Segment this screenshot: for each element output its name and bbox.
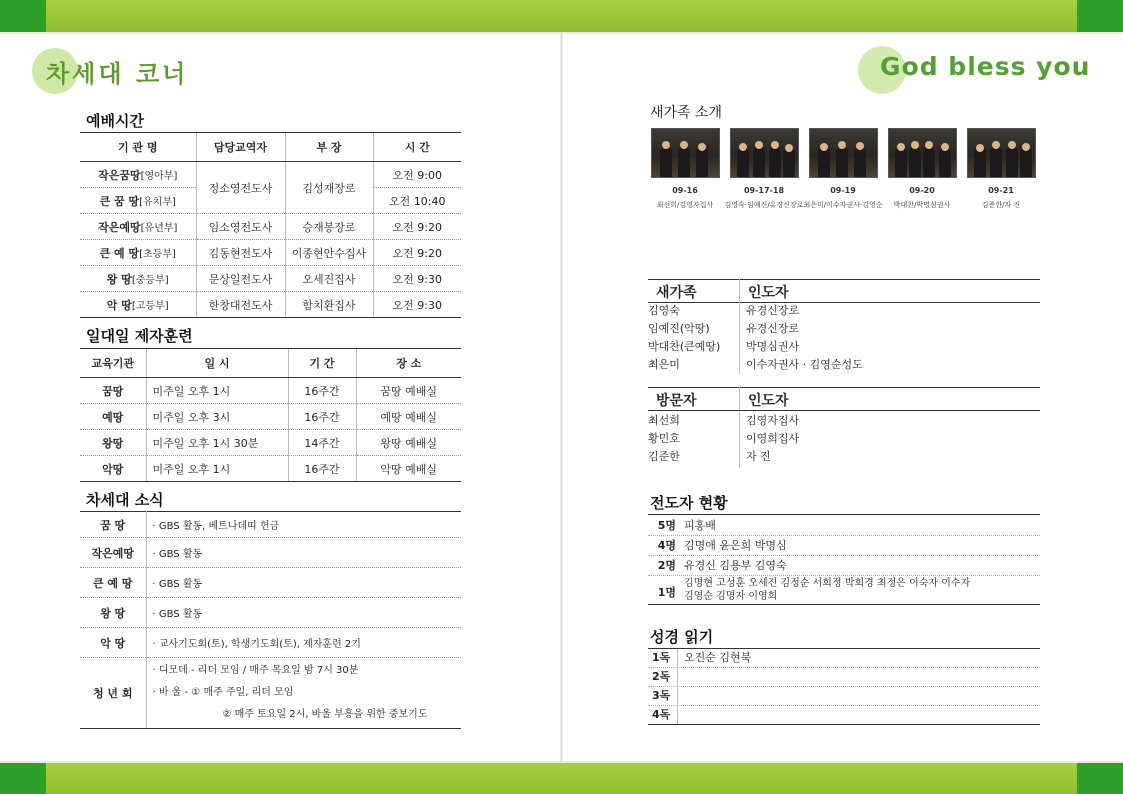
member-name: 김영숙 bbox=[648, 304, 680, 317]
list-item bbox=[648, 412, 1040, 430]
news-text: · GBS 활동 bbox=[146, 538, 461, 568]
list-item bbox=[648, 320, 1040, 338]
news-text: · GBS 활동, 베트나데띠 헌금 bbox=[146, 512, 461, 538]
org-name: 작은예땅 bbox=[98, 220, 141, 234]
photo-date: 09-19 bbox=[830, 186, 856, 195]
org-name: 작은꿈땅 bbox=[98, 168, 141, 182]
reading-count: 1독 bbox=[652, 651, 671, 664]
org-cell: 청 년 회 bbox=[80, 658, 146, 729]
org-name: 큰 꿈 땅 bbox=[99, 194, 140, 208]
reading-count: 2독 bbox=[652, 670, 671, 683]
list-item bbox=[648, 302, 1040, 320]
list-item bbox=[648, 536, 1040, 556]
youth-line-3: ② 매주 토요일 2시, 바울 부흥을 위한 중보기도 bbox=[222, 709, 428, 720]
period-cell: 14주간 bbox=[288, 430, 356, 456]
evangelist-names: 유경신 김용부 김영숙 bbox=[684, 559, 787, 572]
list-item bbox=[648, 576, 1040, 605]
youth-line-2: · 바 울 - ① 매주 주일, 리더 모임 bbox=[152, 687, 294, 698]
discipleship-header-org: 교육기관 bbox=[80, 349, 146, 378]
head-cell: 오세진집사 bbox=[285, 266, 373, 292]
evangelist-names: 김명현 고성훈 오세진 김정순 서희정 박희경 최정은 이숙자 이수자 bbox=[684, 578, 971, 589]
table-row bbox=[80, 568, 461, 598]
worship-section-title: 예배시간 bbox=[86, 112, 144, 130]
bottom-banner bbox=[0, 763, 1123, 794]
guide-name: 김영자집사 bbox=[746, 414, 800, 427]
time-cell: 오전 9:30 bbox=[373, 292, 461, 318]
member-name: 박대찬(큰예땅) bbox=[648, 340, 721, 353]
guide-name: 박명심권사 bbox=[746, 340, 800, 353]
visitors-header-divider bbox=[739, 387, 740, 410]
new-family-header bbox=[648, 279, 1040, 303]
discipleship-table bbox=[80, 348, 461, 482]
time-cell: 오전 9:00 bbox=[373, 162, 461, 188]
news-table bbox=[80, 511, 461, 729]
photo-date: 09-16 bbox=[672, 186, 698, 195]
when-cell: 미주일 오후 1시 30분 bbox=[146, 430, 288, 456]
list-item bbox=[648, 448, 1040, 466]
discipleship-header-period: 기 간 bbox=[288, 349, 356, 378]
table-row bbox=[80, 266, 461, 292]
visitor-name: 김준한 bbox=[648, 450, 680, 463]
pastor-cell: 정소영전도사 bbox=[196, 162, 285, 214]
column-divider bbox=[677, 649, 678, 667]
bottom-banner-fill bbox=[46, 763, 1077, 794]
list-item bbox=[648, 356, 1040, 374]
place-cell: 악땅 예배실 bbox=[356, 456, 461, 482]
pastor-cell: 김동현전도사 bbox=[196, 240, 285, 266]
new-family-list bbox=[648, 302, 1040, 374]
time-cell: 오전 9:30 bbox=[373, 266, 461, 292]
table-row bbox=[80, 658, 461, 729]
when-cell: 미주일 오후 1시 bbox=[146, 378, 288, 404]
news-text: · GBS 활동 bbox=[146, 568, 461, 598]
bible-section-title: 성경 읽기 bbox=[650, 628, 714, 646]
list-item bbox=[648, 706, 1040, 725]
org-dept: [유치부] bbox=[139, 196, 176, 208]
member-name: 임예진(악땅) bbox=[648, 322, 710, 335]
list-item bbox=[648, 430, 1040, 448]
discipleship-section-title: 일대일 제자훈련 bbox=[86, 327, 193, 345]
photo-date: 09-21 bbox=[988, 186, 1014, 195]
place-cell: 꿈땅 예배실 bbox=[356, 378, 461, 404]
new-family-photo bbox=[967, 128, 1036, 178]
guide-name: 이영희집사 bbox=[746, 432, 800, 445]
table-row bbox=[80, 404, 461, 430]
evangelist-count: 5명 bbox=[657, 519, 676, 532]
table-row bbox=[80, 240, 461, 266]
evangelism-section-title: 전도자 현황 bbox=[650, 494, 728, 512]
guide-name: 이수자권사 · 김영순성도 bbox=[746, 358, 863, 371]
left-page-title: 차세대 코너 bbox=[46, 60, 189, 88]
new-family-header-divider bbox=[739, 279, 740, 302]
place-cell: 왕땅 예배실 bbox=[356, 430, 461, 456]
worship-table bbox=[80, 132, 461, 318]
page-fold-divider bbox=[560, 32, 563, 763]
org-cell: 악 땅 bbox=[80, 628, 146, 658]
org-name: 왕 땅 bbox=[106, 272, 132, 286]
discipleship-header-place: 장 소 bbox=[356, 349, 461, 378]
worship-header-pastor: 담당교역자 bbox=[196, 133, 285, 162]
evangelism-top-rule bbox=[648, 514, 1040, 515]
photo-caption: 김준한/자 진 bbox=[981, 201, 1021, 209]
when-cell: 미주일 오후 1시 bbox=[146, 456, 288, 482]
top-banner-fill bbox=[46, 0, 1077, 32]
bottom-right-corner-block bbox=[1077, 763, 1123, 794]
time-cell: 오전 10:40 bbox=[373, 188, 461, 214]
new-family-photo bbox=[651, 128, 720, 178]
org-cell: 악땅 bbox=[80, 456, 146, 482]
org-dept: [고등부] bbox=[131, 300, 169, 312]
table-row bbox=[80, 292, 461, 318]
list-item bbox=[648, 668, 1040, 687]
guide-name: 유경신장로 bbox=[746, 304, 800, 317]
visitors-col-name: 방문자 bbox=[656, 393, 697, 409]
org-cell: 큰 예 땅 bbox=[80, 568, 146, 598]
top-banner bbox=[0, 0, 1123, 32]
reader-names: 오진순 김현북 bbox=[684, 651, 752, 664]
photo-caption: 박대찬/박명심권사 bbox=[893, 201, 951, 209]
top-left-corner-block bbox=[0, 0, 46, 32]
column-divider bbox=[677, 687, 678, 705]
new-family-intro-title: 새가족 소개 bbox=[650, 105, 723, 121]
worship-table-header bbox=[80, 133, 461, 162]
time-cell: 오전 9:20 bbox=[373, 240, 461, 266]
org-cell: 꿈 땅 bbox=[80, 512, 146, 538]
evangelist-count: 2명 bbox=[657, 559, 676, 572]
bible-list bbox=[648, 649, 1040, 725]
list-item bbox=[648, 556, 1040, 576]
evangelist-names-cont: 김영순 김명자 이영희 bbox=[684, 591, 778, 602]
top-right-corner-block bbox=[1077, 0, 1123, 32]
evangelist-count: 4명 bbox=[657, 539, 676, 552]
head-cell: 김성재장로 bbox=[285, 162, 373, 214]
new-family-photo bbox=[730, 128, 799, 178]
new-family-photo bbox=[809, 128, 878, 178]
when-cell: 미주일 오후 3시 bbox=[146, 404, 288, 430]
table-row bbox=[80, 214, 461, 240]
visitors-col-guide: 인도자 bbox=[748, 393, 789, 409]
table-row bbox=[80, 628, 461, 658]
head-cell: 함치환집사 bbox=[285, 292, 373, 318]
evangelism-list bbox=[648, 516, 1040, 605]
org-cell: 꿈땅 bbox=[80, 378, 146, 404]
guide-name: 자 진 bbox=[746, 450, 771, 463]
list-item bbox=[648, 687, 1040, 706]
new-family-photo bbox=[888, 128, 957, 178]
period-cell: 16주간 bbox=[288, 378, 356, 404]
news-text: · 교사기도회(토), 학생기도회(토), 제자훈련 2기 bbox=[146, 628, 461, 658]
list-item bbox=[648, 649, 1040, 668]
youth-line-1: · 디모데 - 리더 모임 / 매주 목요일 밤 7시 30분 bbox=[152, 665, 359, 676]
reading-count: 4독 bbox=[652, 708, 671, 721]
column-divider bbox=[677, 668, 678, 686]
right-page-title: God bless you bbox=[880, 52, 1091, 81]
place-cell: 예땅 예배실 bbox=[356, 404, 461, 430]
table-row bbox=[80, 430, 461, 456]
org-cell: 왕땅 bbox=[80, 430, 146, 456]
new-family-col-name: 새가족 bbox=[656, 285, 697, 301]
worship-header-org: 기 관 명 bbox=[80, 133, 196, 162]
table-row bbox=[80, 512, 461, 538]
visitor-name: 황민호 bbox=[648, 432, 680, 445]
org-dept: [중등부] bbox=[131, 274, 169, 286]
photo-caption: 김영숙·임예진/유경신장로 bbox=[724, 201, 804, 209]
table-row bbox=[80, 162, 461, 188]
guide-name: 유경신장로 bbox=[746, 322, 800, 335]
discipleship-table-header bbox=[80, 349, 461, 378]
photo-caption: 최선희/김영자집사 bbox=[656, 201, 714, 209]
new-family-col-guide: 인도자 bbox=[748, 285, 789, 301]
bottom-left-corner-block bbox=[0, 763, 46, 794]
photo-caption: 최은미/이수자권사·김영순 bbox=[803, 201, 883, 209]
visitors-header bbox=[648, 387, 1040, 411]
photo-date: 09-20 bbox=[909, 186, 935, 195]
worship-header-head: 부 장 bbox=[285, 133, 373, 162]
pastor-cell: 한창대전도사 bbox=[196, 292, 285, 318]
evangelist-count: 1명 bbox=[657, 586, 676, 599]
list-item bbox=[648, 516, 1040, 536]
evangelist-names: 피홍배 bbox=[684, 519, 716, 532]
org-dept: [유년부] bbox=[140, 222, 178, 234]
worship-header-time: 시 간 bbox=[373, 133, 461, 162]
period-cell: 16주간 bbox=[288, 456, 356, 482]
reading-count: 3독 bbox=[652, 689, 671, 702]
visitor-name: 최선희 bbox=[648, 414, 680, 427]
list-item bbox=[648, 338, 1040, 356]
pastor-cell: 문상일전도사 bbox=[196, 266, 285, 292]
org-cell: 예땅 bbox=[80, 404, 146, 430]
visitors-list bbox=[648, 412, 1040, 466]
member-name: 최은미 bbox=[648, 358, 680, 371]
news-text: · GBS 활동 bbox=[146, 598, 461, 628]
photo-date: 09-17-18 bbox=[743, 186, 785, 195]
head-cell: 승재봉장로 bbox=[285, 214, 373, 240]
pastor-cell: 임소영전도사 bbox=[196, 214, 285, 240]
time-cell: 오전 9:20 bbox=[373, 214, 461, 240]
table-row bbox=[80, 598, 461, 628]
org-dept: [영아부] bbox=[140, 170, 178, 182]
org-name: 악 땅 bbox=[106, 298, 132, 312]
org-name: 큰 예 땅 bbox=[99, 246, 140, 260]
evangelist-names: 김명애 윤은희 박명심 bbox=[684, 539, 787, 552]
column-divider bbox=[677, 706, 678, 724]
discipleship-header-when: 일 시 bbox=[146, 349, 288, 378]
org-dept: [초등부] bbox=[139, 248, 176, 260]
table-row bbox=[80, 378, 461, 404]
org-cell: 왕 땅 bbox=[80, 598, 146, 628]
table-row bbox=[80, 538, 461, 568]
period-cell: 16주간 bbox=[288, 404, 356, 430]
table-row bbox=[80, 456, 461, 482]
news-section-title: 차세대 소식 bbox=[86, 491, 164, 509]
head-cell: 이종현안수집사 bbox=[285, 240, 373, 266]
org-cell: 작은예땅 bbox=[80, 538, 146, 568]
